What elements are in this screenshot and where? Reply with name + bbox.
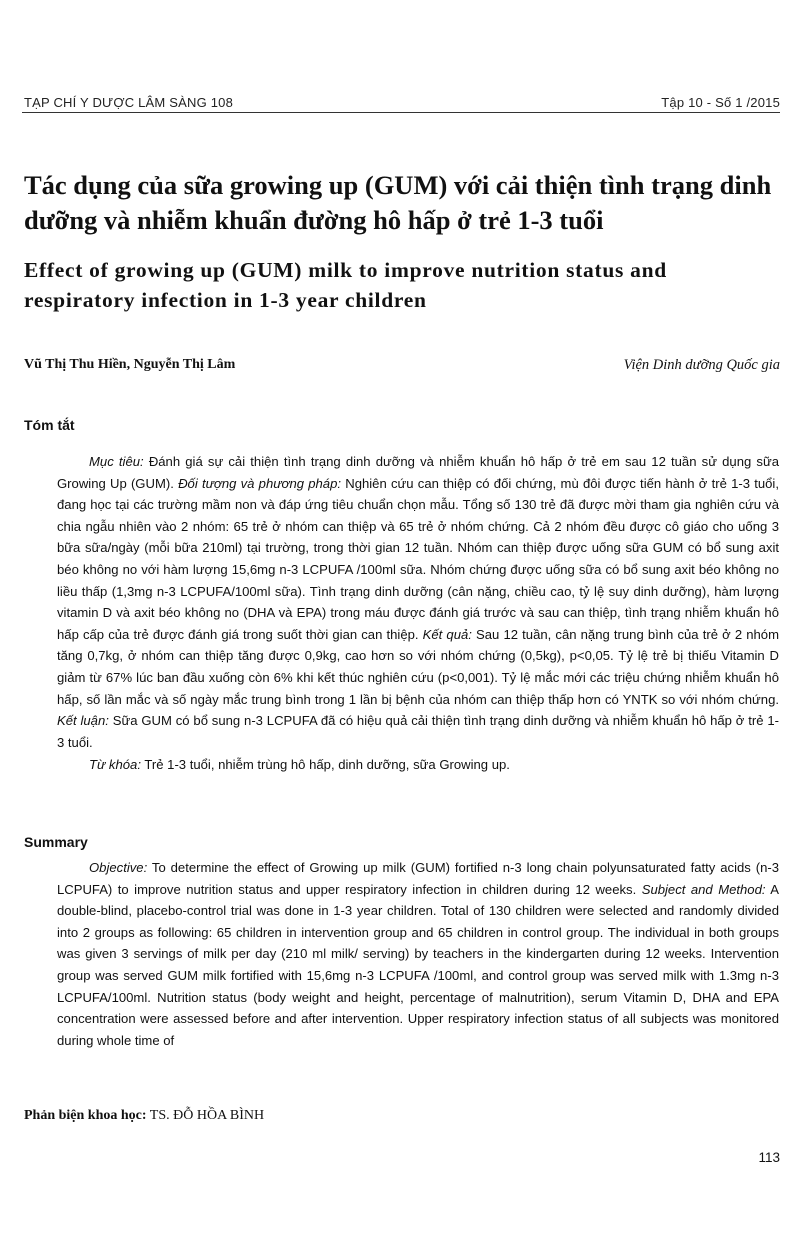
- abstract-vi-heading: Tóm tắt: [24, 417, 75, 433]
- journal-name: TẠP CHÍ Y DƯỢC LÂM SÀNG 108: [24, 95, 233, 110]
- result-text-vi: Sau 12 tuần, cân nặng trung bình của trẻ ở 2 nhóm tăng 0,7kg, ở nhóm can thiệp tăng được 0,9kg, cao hơn so với nhóm chứng (0,5kg), p<0,05. Tỷ lệ trẻ bị thiếu Vitamin D giảm từ 67% lúc ban đầu xuống còn 6% khi kết thúc nghiên cứu (p<0,001). Tỷ lệ mắc mới các triệu chứng nhiễm khuẩn hô hấp, số lần mắc và số ngày mắc trung bình trong 1 lần bị bệnh của nhóm can thiệp thấp hơn có YNTK so với nhóm chứng.: [57, 626, 779, 707]
- title-vietnamese: Tác dụng của sữa growing up (GUM) với cải thiện tình trạng dinh dưỡng và nhiễm khuẩn đường hô hấp ở trẻ 1-3 tuổi: [24, 170, 772, 235]
- method-label-en: Subject and Method:: [641, 881, 766, 897]
- abstract-vi-paragraph: [57, 451, 779, 753]
- summary-heading: Summary: [24, 834, 88, 850]
- conclusion-text-vi: Sữa GUM có bổ sung n-3 LCPUFA đã có hiệu quả cải thiện tình trạng dinh dưỡng và nhiễm khuẩn hô hấp ở trẻ 1-3 tuổi.: [57, 713, 779, 750]
- objective-label-en: Objective:: [89, 860, 148, 875]
- page-number: 113: [758, 1150, 780, 1165]
- summary-paragraph: [57, 857, 779, 1051]
- result-label-vi: Kết quả:: [422, 626, 472, 642]
- objective-label-vi: Mục tiêu:: [89, 454, 144, 469]
- conclusion-label-vi: Kết luận:: [57, 713, 109, 729]
- objective-text-vi: Đánh giá sự cải thiện tình trạng dinh dưỡng và nhiễm khuẩn hô hấp ở trẻ em sau 12 tuần sử dụng sữa Growing Up (GUM).: [57, 454, 780, 491]
- method-text-en: A double-blind, placebo-control trial was done in 1-3 year children. Total of 130 children were selected and randomly divided into 2 groups as following: 65 children in intervention group and 65 children in control group. The individual in both groups was given 3 servings of milk per day (210 ml milk/ serving) by teachers in the kindergarten during 12 weeks. Intervention group was served GUM milk fortified with 15,6mg n-3 LCPUFA /100ml, and control group was served milk with 1.3mg n-3 LCPUFA/100ml. Nutrition status (body weight and height, percentage of malnutrition), serum Vitamin D, DHA and EPA concentration were assessed before and after intervention. Upper respiratory infection status of all subjects was monitored during whole time of: [57, 881, 780, 1048]
- affiliation: Viện Dinh dưỡng Quốc gia: [623, 357, 780, 373]
- reviewer-line: [24, 1108, 264, 1124]
- method-label-vi: Đối tượng và phương pháp:: [178, 475, 342, 491]
- header-rule: [22, 112, 780, 113]
- keywords-paragraph: [57, 754, 779, 776]
- abstract-vi-body: [57, 451, 779, 776]
- title-english: Effect of growing up (GUM) milk to improve nutrition status and respiratory infection in 1-3 year children: [24, 258, 667, 312]
- objective-text-en: To determine the effect of Growing up milk (GUM) fortified n-3 long chain polyunsaturated fatty acids (n-3 LCPUFA) to improve nutrition status and upper respiratory infection in children during 12 weeks.: [57, 860, 779, 897]
- method-text-vi: Nghiên cứu can thiệp có đối chứng, mù đôi được tiến hành ở trẻ 1-3 tuổi, đang học tại các trường mầm non và đáp ứng tiêu chuẩn chọn mẫu. Tổng số 130 trẻ đã được mời tham gia nghiên cứu và chia ngẫu nhiên vào 2 nhóm: 65 trẻ ở nhóm can thiệp và 65 trẻ ở nhóm chứng. Cả 2 nhóm đều được cô giáo cho uống 3 bữa sữa/ngày (mỗi bữa 210ml) tại trường, trong thời gian 12 tuần. Nhóm can thiệp được uống sữa GUM có bổ sung axit béo không no với hàm lượng 15,6mg n-3 LCPUFA /100ml sữa. Nhóm chứng được uống sữa có bổ sung axit béo không no liều thấp (1,3mg n-3 LCPUFA/100ml sữa). Tình trạng dinh dưỡng (cân nặng, chiều cao, tỷ lệ suy dinh dưỡng), hàm lượng vitamin D và axit béo không no (DHA và EPA) trong máu được đánh giá trước và sau can thiệp, tình trạng nhiễm khuẩn hô hấp cấp của trẻ được đánh giá trong suốt thời gian can thiệp.: [57, 475, 779, 642]
- keywords-label: Từ khóa:: [89, 757, 141, 773]
- keywords-text: Trẻ 1-3 tuổi, nhiễm trùng hô hấp, dinh dưỡng, sữa Growing up.: [140, 757, 510, 773]
- authors: Vũ Thị Thu Hiền, Nguyễn Thị Lâm: [24, 357, 236, 372]
- reviewer-label: Phản biện khoa học:: [24, 1108, 147, 1123]
- issue-info: Tập 10 - Số 1 /2015: [661, 95, 780, 110]
- summary-body: [57, 857, 779, 1051]
- reviewer-name: TS. ĐỖ HỒA BÌNH: [146, 1108, 265, 1123]
